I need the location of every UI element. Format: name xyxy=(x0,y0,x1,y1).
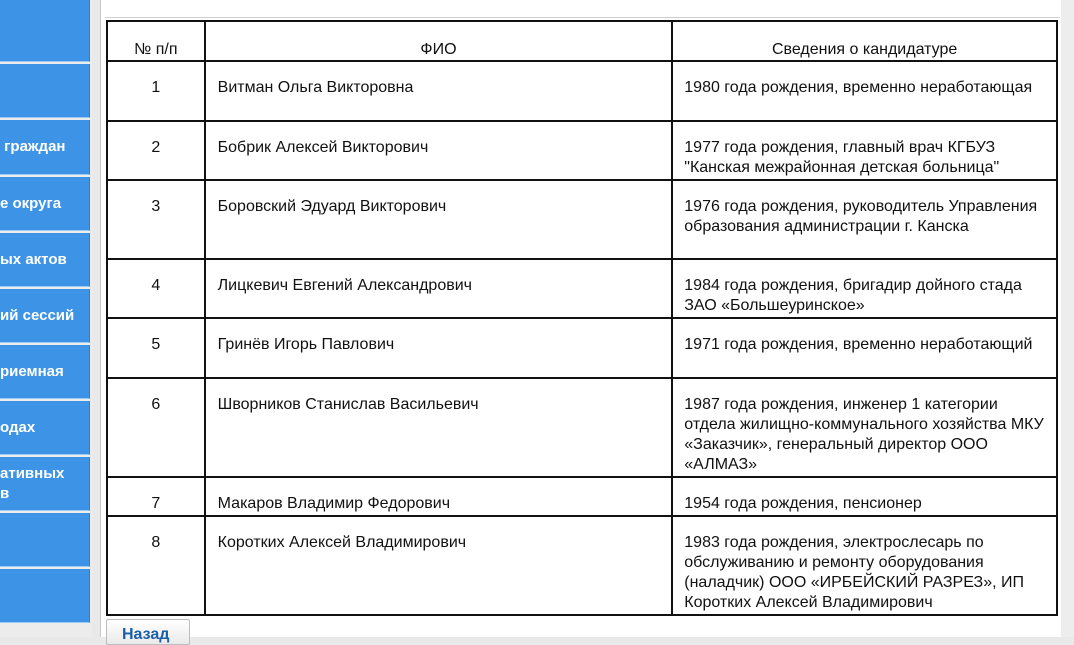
table-header-row xyxy=(107,21,1057,61)
column-header-name: ФИО xyxy=(205,21,673,61)
row-number: 7 xyxy=(107,477,205,516)
row-number: 8 xyxy=(107,516,205,615)
candidate-info: 1980 года рождения, временно неработающая xyxy=(672,61,1057,121)
table-row xyxy=(107,121,1057,180)
candidate-info: 1984 года рождения, бригадир дойного стада ЗАО «Большеуринское» xyxy=(672,259,1057,318)
candidate-name: Лицкевич Евгений Александрович xyxy=(205,259,673,318)
sidebar-item-normative[interactable] xyxy=(0,457,90,511)
sidebar-item-income[interactable] xyxy=(0,401,90,455)
sidebar-item-label: ативных в xyxy=(0,464,65,502)
column-header-number: № п/п xyxy=(107,21,205,61)
sidebar-item-label: е округа xyxy=(0,194,62,212)
sidebar-item-label: граждан xyxy=(0,138,66,155)
table-row xyxy=(107,259,1057,318)
table-row xyxy=(107,477,1057,516)
candidate-name: Коротких Алексей Владимирович xyxy=(205,516,673,615)
candidate-info: 1954 года рождения, пенсионер xyxy=(672,477,1057,516)
sidebar-item-reception[interactable] xyxy=(0,345,90,399)
sidebar-nav xyxy=(0,0,92,637)
sidebar-item-10[interactable] xyxy=(0,513,90,567)
table-row xyxy=(107,61,1057,121)
sidebar-item-label: одах xyxy=(0,418,36,436)
scrollbar[interactable] xyxy=(1061,0,1074,637)
candidate-name: Витман Ольга Викторовна xyxy=(205,61,673,121)
sidebar-item-citizens[interactable] xyxy=(0,120,90,175)
candidate-name: Бобрик Алексей Викторович xyxy=(205,121,673,180)
table-row xyxy=(107,180,1057,259)
candidate-info: 1971 года рождения, временно неработающий xyxy=(672,318,1057,378)
sidebar-item-label: ых актов xyxy=(0,250,67,268)
sidebar-item-label: ий сессий xyxy=(0,306,75,324)
candidate-name: Боровский Эдуард Викторович xyxy=(205,180,673,259)
sidebar-item-sessions[interactable] xyxy=(0,289,90,343)
candidate-name: Гринёв Игорь Павлович xyxy=(205,318,673,378)
main-content xyxy=(100,0,1074,643)
sidebar-item-district[interactable] xyxy=(0,177,90,231)
row-number: 2 xyxy=(107,121,205,180)
divider xyxy=(105,17,1060,18)
candidate-name: Макаров Владимир Федорович xyxy=(205,477,673,516)
candidate-info: 1987 года рождения, инженер 1 категории отдела жилищно-коммунального хозяйства МКУ «Заказчик», генеральный директор ООО «АЛМАЗ» xyxy=(672,378,1057,477)
sidebar-item-11[interactable] xyxy=(0,569,90,623)
candidate-name: Шворников Станислав Васильевич xyxy=(205,378,673,477)
sidebar-item-acts[interactable] xyxy=(0,233,90,287)
column-header-info: Сведения о кандидатуре xyxy=(672,21,1057,61)
sidebar-item-label: риемная xyxy=(0,362,64,380)
candidates-table xyxy=(106,20,1058,616)
table-row xyxy=(107,378,1057,477)
sidebar-item-2[interactable] xyxy=(0,64,90,118)
candidate-info: 1983 года рождения, электрослесарь по обслуживанию и ремонту оборудования (наладчик) ООО «ИРБЕЙСКИЙ РАЗРЕЗ», ИП Коротких Алексей Владимирович xyxy=(672,516,1057,615)
table-row xyxy=(107,516,1057,615)
row-number: 6 xyxy=(107,378,205,477)
table-row xyxy=(107,318,1057,378)
candidate-info: 1977 года рождения, главный врач КГБУЗ "Канская межрайонная детская больница" xyxy=(672,121,1057,180)
back-button[interactable]: Назад xyxy=(106,619,190,645)
row-number: 3 xyxy=(107,180,205,259)
row-number: 4 xyxy=(107,259,205,318)
sidebar-item-1[interactable] xyxy=(0,0,90,62)
candidate-info: 1976 года рождения, руководитель Управления образования администрации г. Канска xyxy=(672,180,1057,259)
row-number: 5 xyxy=(107,318,205,378)
row-number: 1 xyxy=(107,61,205,121)
